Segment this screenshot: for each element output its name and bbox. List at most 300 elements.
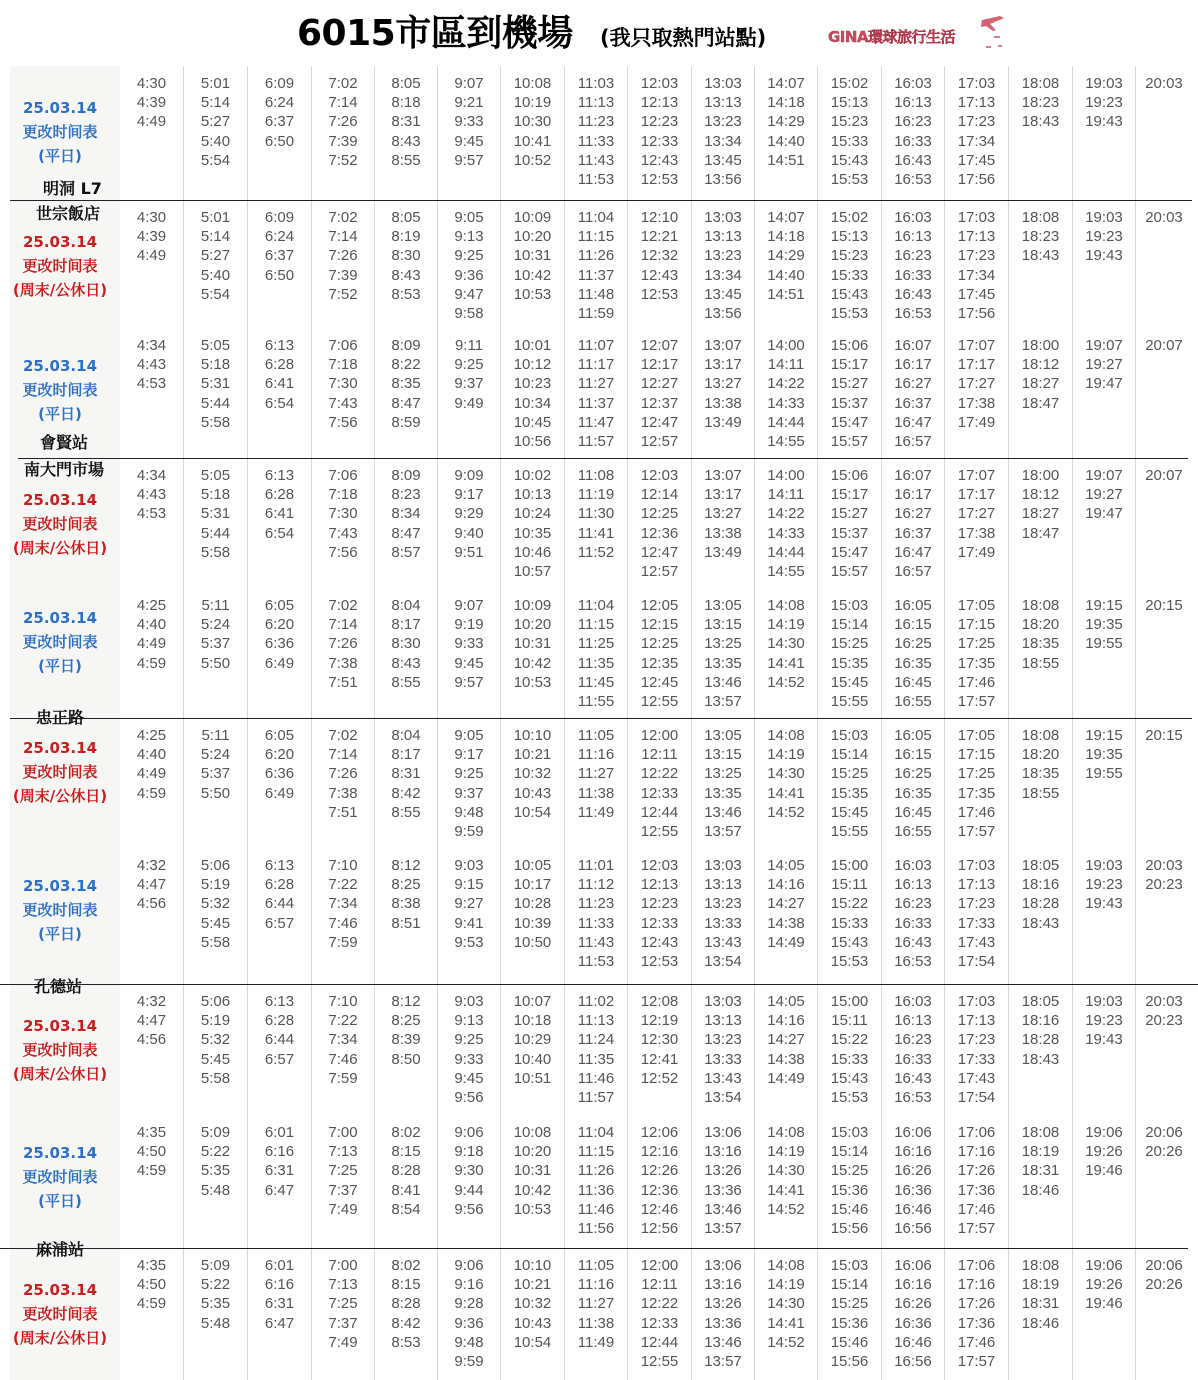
departure-time: 15:53 — [830, 171, 869, 189]
time-column — [374, 588, 437, 718]
departure-time: 5:18 — [200, 356, 231, 374]
departure-time: 9:17 — [454, 746, 484, 764]
departure-time: 6:13 — [264, 993, 295, 1010]
departure-time: 10:09 — [513, 597, 552, 614]
departure-time: 5:45 — [200, 914, 231, 932]
departure-time: 13:15 — [704, 746, 742, 764]
departure-time: 8:02 — [391, 1124, 421, 1141]
timetable — [0, 66, 1198, 1380]
time-column — [500, 984, 564, 1115]
departure-time: 15:14 — [830, 1143, 869, 1161]
departure-time: 4:49 — [136, 765, 167, 783]
departure-time: 12:30 — [640, 1031, 679, 1049]
departure-time: 19:07 — [1085, 337, 1123, 354]
departure-time: 17:06 — [957, 1257, 996, 1274]
departure-time: 16:57 — [894, 433, 932, 451]
departure-time: 9:36 — [454, 1314, 484, 1332]
departure-time: 15:57 — [830, 433, 869, 451]
departure-time: 12:33 — [640, 914, 679, 932]
time-column — [311, 848, 374, 984]
departure-time: 4:40 — [136, 746, 167, 764]
departure-time: 8:17 — [391, 616, 421, 634]
departure-time: 5:19 — [200, 876, 231, 894]
time-column — [754, 328, 817, 458]
departure-time: 15:13 — [830, 228, 869, 246]
time-column — [1008, 984, 1072, 1115]
departure-time: 9:47 — [454, 285, 484, 303]
departure-time: 14:55 — [767, 433, 805, 451]
time-column — [691, 588, 754, 718]
departure-time: 12:53 — [640, 953, 679, 971]
time-column — [881, 458, 944, 588]
departure-time: 8:43 — [391, 132, 421, 150]
departure-time: 7:37 — [328, 1314, 358, 1332]
departure-time: 12:56 — [640, 1220, 679, 1238]
departure-time: 4:56 — [136, 895, 167, 913]
departure-time: 18:08 — [1021, 597, 1060, 614]
departure-time: 17:17 — [957, 356, 996, 374]
departure-time: 10:23 — [513, 375, 552, 393]
departure-time: 16:56 — [894, 1353, 932, 1371]
departure-time: 13:36 — [704, 1314, 742, 1332]
departure-time: 20:23 — [1145, 876, 1183, 894]
time-column — [247, 984, 311, 1115]
departure-time: 18:05 — [1021, 857, 1060, 874]
time-column — [944, 1248, 1008, 1380]
time-column — [1072, 1248, 1135, 1380]
schedule-label — [0, 1141, 120, 1213]
time-column — [691, 458, 754, 588]
departure-time: 13:07 — [704, 467, 742, 484]
departure-time: 8:50 — [391, 1050, 421, 1068]
time-column — [627, 66, 691, 200]
departure-time: 15:46 — [830, 1333, 869, 1351]
departure-time: 15:23 — [830, 247, 869, 265]
time-column — [754, 1115, 817, 1248]
departure-time: 20:26 — [1145, 1276, 1183, 1294]
departure-time: 12:05 — [640, 597, 679, 614]
departure-time: 15:45 — [830, 803, 869, 821]
departure-time: 11:12 — [577, 876, 615, 894]
time-column — [817, 1115, 881, 1248]
departure-time: 16:03 — [894, 993, 932, 1010]
departure-time: 14:22 — [767, 505, 805, 523]
time-column — [627, 328, 691, 458]
departure-time: 12:15 — [640, 616, 679, 634]
departure-time: 17:45 — [957, 151, 996, 169]
station-name: 麻浦站 — [36, 1240, 85, 1259]
departure-time: 14:41 — [767, 1314, 805, 1332]
departure-time: 16:36 — [894, 1314, 932, 1332]
departure-time: 12:23 — [640, 895, 679, 913]
departure-time: 14:11 — [767, 356, 805, 374]
departure-time: 14:38 — [767, 1050, 805, 1068]
departure-time: 6:44 — [264, 1031, 295, 1049]
time-column — [183, 718, 247, 848]
departure-time: 14:08 — [767, 597, 805, 614]
departure-time: 7:14 — [328, 616, 358, 634]
departure-time: 14:49 — [767, 933, 805, 951]
time-column — [1072, 66, 1135, 200]
departure-time: 15:57 — [830, 563, 869, 581]
time-column — [691, 848, 754, 984]
departure-time: 12:11 — [641, 1276, 678, 1294]
departure-time: 13:25 — [704, 635, 742, 653]
time-column — [944, 984, 1008, 1115]
time-column — [817, 588, 881, 718]
departure-time: 7:00 — [328, 1124, 358, 1141]
departure-time: 10:53 — [513, 673, 552, 691]
departure-time: 11:05 — [577, 727, 615, 744]
departure-time: 15:53 — [830, 953, 869, 971]
departure-time: 6:24 — [264, 94, 295, 112]
departure-time: 12:36 — [640, 1181, 679, 1199]
departure-time: 12:26 — [640, 1162, 679, 1180]
departure-time: 15:17 — [830, 486, 869, 504]
departure-time: 7:51 — [328, 673, 358, 691]
departure-time: 14:19 — [767, 1276, 805, 1294]
departure-time: 16:13 — [894, 876, 932, 894]
departure-time: 6:28 — [264, 356, 295, 374]
departure-time: 11:16 — [577, 1276, 615, 1294]
departure-time: 9:25 — [454, 356, 484, 374]
departure-time: 7:18 — [328, 486, 358, 504]
departure-time: 4:59 — [136, 1162, 167, 1180]
departure-time: 15:33 — [830, 266, 869, 284]
departure-time: 9:06 — [454, 1124, 484, 1141]
departure-time: 18:27 — [1021, 375, 1060, 393]
departure-time: 7:26 — [328, 247, 358, 265]
departure-time: 17:38 — [957, 524, 996, 542]
departure-time: 15:11 — [831, 1012, 868, 1030]
departure-time: 17:03 — [957, 75, 996, 92]
departure-time: 9:15 — [454, 876, 484, 894]
departure-time: 7:43 — [328, 524, 358, 542]
departure-time: 9:07 — [454, 597, 484, 614]
time-column — [247, 1115, 311, 1248]
departure-time: 8:31 — [391, 113, 421, 131]
departure-time: 15:56 — [830, 1353, 869, 1371]
time-column — [817, 66, 881, 200]
departure-time: 18:20 — [1021, 746, 1060, 764]
departure-time: 11:43 — [577, 151, 615, 169]
schedule-change-note: 更改时间表 — [22, 1305, 98, 1323]
departure-time: 19:07 — [1085, 467, 1123, 484]
departure-time: 7:26 — [328, 765, 358, 783]
schedule-row-weekday — [0, 66, 1198, 200]
departure-time: 14:08 — [767, 1124, 805, 1141]
departure-time: 6:54 — [264, 394, 295, 412]
departure-time: 17:36 — [957, 1314, 996, 1332]
time-column — [120, 718, 183, 848]
departure-time: 9:33 — [454, 1050, 484, 1068]
departure-time: 15:00 — [830, 857, 869, 874]
departure-time: 13:06 — [704, 1257, 742, 1274]
departure-time: 9:17 — [454, 486, 484, 504]
departure-time: 8:05 — [391, 209, 421, 226]
departure-time: 16:43 — [894, 151, 932, 169]
departure-time: 17:34 — [957, 266, 996, 284]
departure-time: 13:43 — [704, 1069, 742, 1087]
departure-time: 11:03 — [577, 75, 615, 92]
schedule-label — [0, 230, 120, 302]
departure-time: 16:06 — [894, 1124, 932, 1141]
departure-time: 18:23 — [1021, 94, 1060, 112]
departure-time: 10:24 — [513, 505, 552, 523]
time-column — [564, 328, 627, 458]
departure-time: 12:13 — [640, 94, 679, 112]
departure-time: 10:31 — [513, 247, 552, 265]
departure-time: 13:54 — [704, 953, 742, 971]
departure-time: 10:35 — [513, 524, 552, 542]
departure-time: 12:07 — [640, 337, 679, 354]
departure-time: 5:58 — [200, 543, 231, 561]
departure-time: 16:36 — [894, 1181, 932, 1199]
departure-time: 10:19 — [513, 94, 552, 112]
departure-time: 11:19 — [577, 486, 615, 504]
departure-time: 17:34 — [957, 132, 996, 150]
departure-time: 16:43 — [894, 1069, 932, 1087]
departure-time: 5:44 — [200, 394, 231, 412]
time-column — [247, 458, 311, 588]
departure-time: 13:34 — [704, 266, 742, 284]
departure-time: 14:44 — [767, 543, 805, 561]
departure-time: 17:27 — [957, 505, 996, 523]
departure-time: 12:55 — [640, 693, 679, 711]
time-column — [627, 718, 691, 848]
schedule-date: 25.03.14 — [22, 1281, 98, 1299]
departure-time: 6:01 — [264, 1124, 295, 1141]
departure-time: 14:22 — [767, 375, 805, 393]
departure-time: 5:50 — [200, 654, 231, 672]
departure-time: 12:25 — [640, 635, 679, 653]
time-column — [500, 718, 564, 848]
departure-time: 17:45 — [957, 285, 996, 303]
departure-time: 7:10 — [328, 993, 358, 1010]
departure-time: 8:12 — [391, 857, 421, 874]
schedule-label — [0, 354, 120, 426]
departure-time: 20:15 — [1145, 597, 1183, 614]
departure-time: 9:19 — [454, 616, 484, 634]
time-column — [1008, 200, 1072, 328]
departure-time: 14:40 — [767, 132, 805, 150]
departure-time: 4:50 — [136, 1143, 167, 1161]
departure-time: 13:56 — [704, 305, 742, 323]
departure-time: 12:33 — [640, 1314, 679, 1332]
departure-time: 11:13 — [577, 94, 615, 112]
departure-time: 17:49 — [957, 543, 996, 561]
departure-time: 17:27 — [957, 375, 996, 393]
time-column — [817, 984, 881, 1115]
time-column — [754, 458, 817, 588]
departure-time: 5:09 — [200, 1257, 231, 1274]
time-column — [1135, 588, 1192, 718]
departure-time: 5:05 — [200, 467, 231, 484]
time-column — [881, 1248, 944, 1380]
departure-time: 6:05 — [264, 597, 295, 614]
departure-time: 10:01 — [513, 337, 552, 354]
departure-time: 20:06 — [1145, 1257, 1183, 1274]
schedule-row-weekday — [0, 588, 1198, 718]
schedule-row-weekday — [0, 848, 1198, 984]
departure-time: 17:15 — [957, 616, 996, 634]
departure-time: 10:21 — [513, 1276, 552, 1294]
station-divider — [0, 1248, 1188, 1249]
departure-time: 18:16 — [1021, 1012, 1060, 1030]
departure-time: 15:33 — [830, 132, 869, 150]
departure-time: 7:39 — [328, 132, 358, 150]
airplane-icon — [978, 12, 1008, 52]
departure-time: 17:23 — [957, 247, 996, 265]
departure-time: 17:23 — [957, 113, 996, 131]
departure-time: 16:07 — [894, 467, 932, 484]
departure-time: 11:30 — [577, 505, 615, 523]
departure-time: 12:10 — [640, 209, 679, 226]
time-column — [944, 718, 1008, 848]
departure-time: 14:07 — [767, 209, 805, 226]
departure-time: 9:16 — [454, 1276, 484, 1294]
time-column — [881, 984, 944, 1115]
departure-time: 14:29 — [767, 113, 805, 131]
departure-time: 17:03 — [957, 209, 996, 226]
departure-time: 12:52 — [640, 1069, 679, 1087]
time-column — [183, 1248, 247, 1380]
time-column — [881, 848, 944, 984]
time-column — [564, 848, 627, 984]
departure-time: 5:22 — [200, 1143, 231, 1161]
departure-time: 12:43 — [640, 151, 679, 169]
departure-time: 17:05 — [957, 597, 996, 614]
departure-time: 12:53 — [640, 285, 679, 303]
station-name: 忠正路 — [36, 708, 85, 727]
time-column — [437, 66, 500, 200]
departure-time: 13:35 — [704, 654, 742, 672]
departure-time: 14:18 — [767, 228, 805, 246]
time-column — [1072, 848, 1135, 984]
departure-time: 11:53 — [577, 953, 615, 971]
departure-time: 6:09 — [264, 209, 295, 226]
departure-time: 13:03 — [704, 857, 742, 874]
departure-time: 10:13 — [513, 486, 552, 504]
departure-time: 4:59 — [136, 784, 167, 802]
time-column — [374, 66, 437, 200]
departure-time: 7:38 — [328, 654, 358, 672]
departure-time: 19:06 — [1085, 1257, 1123, 1274]
departure-time: 15:03 — [830, 1124, 869, 1141]
departure-time: 7:22 — [328, 1012, 358, 1030]
time-column — [437, 718, 500, 848]
departure-time: 12:55 — [640, 823, 679, 841]
departure-time: 13:17 — [704, 356, 742, 374]
departure-time: 15:25 — [830, 1295, 869, 1313]
schedule-row-weekday — [0, 1115, 1198, 1248]
departure-time: 17:54 — [957, 953, 996, 971]
departure-time: 5:24 — [200, 746, 231, 764]
departure-time: 5:09 — [200, 1124, 231, 1141]
time-column — [944, 458, 1008, 588]
departure-time: 15:43 — [830, 933, 869, 951]
departure-time: 10:08 — [513, 1124, 552, 1141]
departure-time: 13:23 — [704, 247, 742, 265]
departure-time: 10:17 — [513, 876, 552, 894]
departure-time: 18:35 — [1021, 635, 1060, 653]
time-column — [120, 1248, 183, 1380]
departure-time: 10:54 — [513, 1333, 552, 1351]
departure-time: 15:36 — [830, 1314, 869, 1332]
time-column — [881, 66, 944, 200]
departure-time: 17:35 — [957, 654, 996, 672]
departure-time: 18:35 — [1021, 765, 1060, 783]
departure-time: 4:30 — [136, 209, 167, 226]
departure-time: 8:15 — [391, 1143, 421, 1161]
departure-time: 14:18 — [767, 94, 805, 112]
departure-time: 9:48 — [454, 1333, 484, 1351]
departure-time: 17:03 — [957, 993, 996, 1010]
departure-time: 18:08 — [1021, 209, 1060, 226]
departure-time: 11:49 — [577, 803, 615, 821]
departure-time: 18:16 — [1021, 876, 1060, 894]
page-header — [0, 0, 1198, 66]
time-column — [691, 1115, 754, 1248]
departure-time: 10:08 — [513, 75, 552, 92]
departure-time: 16:37 — [894, 394, 932, 412]
departure-time: 12:03 — [640, 75, 679, 92]
departure-time: 13:23 — [704, 895, 742, 913]
departure-time: 7:14 — [328, 228, 358, 246]
departure-time: 13:05 — [704, 597, 742, 614]
departure-time: 19:35 — [1085, 616, 1123, 634]
departure-time: 18:08 — [1021, 1257, 1060, 1274]
time-column — [1072, 200, 1135, 328]
departure-time: 12:37 — [640, 394, 679, 412]
departure-time: 13:38 — [704, 524, 742, 542]
departure-time: 17:33 — [957, 914, 996, 932]
departure-time: 5:05 — [200, 337, 231, 354]
departure-time: 16:46 — [894, 1200, 932, 1218]
departure-time: 13:27 — [704, 375, 742, 393]
departure-time: 7:49 — [328, 1333, 358, 1351]
departure-time: 5:54 — [200, 151, 231, 169]
time-column — [1072, 328, 1135, 458]
time-column — [564, 66, 627, 200]
time-column — [564, 458, 627, 588]
departure-time: 15:03 — [830, 1257, 869, 1274]
departure-time: 10:20 — [513, 1143, 552, 1161]
departure-time: 15:14 — [830, 746, 869, 764]
departure-time: 8:19 — [391, 228, 421, 246]
time-column — [1008, 1115, 1072, 1248]
time-column — [754, 1248, 817, 1380]
time-column — [1135, 200, 1192, 328]
departure-time: 5:06 — [200, 993, 231, 1010]
departure-time: 12:22 — [640, 765, 679, 783]
departure-time: 17:38 — [957, 394, 996, 412]
departure-time: 12:47 — [640, 413, 679, 431]
schedule-day-type: (平日) — [38, 1192, 82, 1210]
time-column — [691, 718, 754, 848]
departure-time: 12:00 — [640, 727, 679, 744]
departure-time: 16:17 — [894, 356, 932, 374]
schedule-change-note: 更改时间表 — [22, 257, 98, 275]
departure-time: 11:17 — [577, 356, 615, 374]
departure-time: 19:26 — [1085, 1143, 1123, 1161]
departure-time: 14:51 — [767, 285, 805, 303]
departure-time: 16:53 — [894, 953, 932, 971]
departure-time: 15:13 — [830, 94, 869, 112]
departure-time: 20:15 — [1145, 727, 1183, 744]
departure-time: 7:46 — [328, 1050, 358, 1068]
departure-time: 12:03 — [640, 857, 679, 874]
